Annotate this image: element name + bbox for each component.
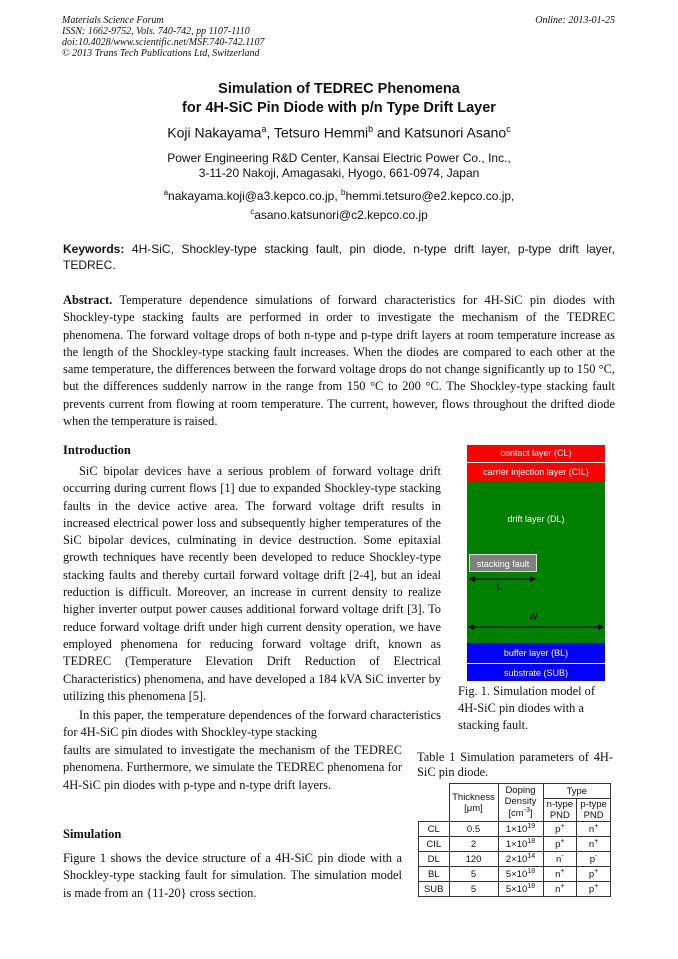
table-body [419,822,611,897]
cell-doping-exp: 19 [527,822,536,830]
journal-header [62,15,265,59]
email-2: hemmi.tetsuro@e2.kepco.co.jp, [345,189,515,203]
cell-ptype-sup: + [594,867,599,875]
affiliation-line2: 3-11-20 Nakoji, Amagasaki, Hyogo, 661-0974, Japan [198,166,480,180]
cell-doping-exp: 18 [527,882,536,890]
drift-layer [467,481,605,643]
author-3: and Katsunori Asano [373,124,507,141]
header-thickness [449,784,498,822]
simulation-text: Figure 1 shows the device structure of a 4H-SiC pin diode with a Shockley-type stacking fault for simulation. The simulation model is made from an {11-20} cross section. [63,851,402,900]
doi: doi:10.4028/www.scientific.net/MSF.740-742.1107 [62,37,265,48]
table-row [419,867,611,882]
intro-heading: Introduction [63,443,131,457]
cell-thickness: 5 [449,867,498,882]
cell-ntype-sup: - [561,852,564,860]
cell-doping [498,882,543,897]
stacking-fault: stacking fault [469,554,537,572]
email-b-sup: b [341,188,346,197]
emails [0,185,678,223]
header-ptype: p-type PND [577,799,611,822]
drift-layer-label: drift layer (DL) [507,514,565,524]
cell-doping [498,867,543,882]
cell-layer: SUB [419,882,450,897]
figure-caption: Fig. 1. Simulation model of 4H-SiC pin diodes with a stacking fault. [458,684,595,732]
abstract [63,292,615,430]
copyright: © 2013 Trans Tech Publications Ltd, Switzerland [62,48,260,59]
email-1: nakayama.koji@a3.kepco.co.jp, [168,189,341,203]
L-label: L [497,582,503,592]
cell-ntype-value: n [556,854,562,866]
buffer-layer: buffer layer (BL) [467,643,605,663]
intro-paragraph-2b: faults are simulated to investigate the mechanism of the TEDREC phenomena. Furthermore, we simulate the TEDREC phenomena for 4H-SiC pin diodes with p-type and n-type drift layers. [63,743,402,792]
simulation-heading: Simulation [63,827,122,841]
cell-layer: BL [419,867,450,882]
header-ntype: n-type PND [543,799,577,822]
cell-ntype-value: n [555,869,561,881]
intro-paragraph-2a: In this paper, the temperature dependences of the forward characteristics for 4H-SiC pin diodes with Shockley-type stacking [63,708,441,740]
cell-ptype [577,867,611,882]
cell-ptype [577,882,611,897]
author-3-sup: c [506,124,511,134]
cell-doping-base: 1×10 [505,824,528,836]
cell-ntype-sup: + [560,822,565,830]
cell-ptype [577,822,611,837]
journal-name: Materials Science Forum [62,15,164,26]
header-thickness-label: Thickness [452,791,495,803]
table-row [419,852,611,867]
cell-doping-exp: 14 [527,852,536,860]
cell-doping-exp: 18 [527,837,536,845]
author-2-sup: b [368,124,374,134]
cell-ntype-sup: + [560,867,565,875]
abstract-text: Temperature dependence simulations of forward characteristics for 4H-SiC pin diodes with Shockley-type stacking faults are performed in order to investigate the mechanism of the TEDREC phenomena. The forward voltage drops of both n-type and p-type drift layers at room temperature increase as the length of the Shockley-type stacking fault increases. When the diodes are compared to each other at the same temperature, the differences between the forward voltage drops do not change significantly up to 150 °C, but the differences suddenly narrow in the range from 150 °C to 200 °C. The Shockley-type stacking fault prevents current from flowing at room temperature. The current, however, flows throughout the drifted diode when the temperature is raised. [63,293,615,429]
cell-ptype-value: n [588,824,595,836]
cell-ptype-sup: + [594,837,599,845]
carrier-injection-layer: carrier injection layer (CIL) [467,462,605,481]
header-type: Type [543,784,611,799]
cell-doping [498,852,543,867]
online-date: Online: 2013-01-25 [535,15,615,26]
issn: ISSN: 1662-9752, Vols. 740-742, pp 1107-1110 [62,26,250,37]
cell-thickness: 2 [449,837,498,852]
keywords-text: 4H-SiC, Shockley-type stacking fault, pin diode, n-type drift layer, p-type drift layer, TEDREC. [63,242,615,272]
cell-ptype-sup: + [594,882,599,890]
cell-thickness: 120 [449,852,498,867]
cell-doping-base: 1×10 [505,839,528,851]
email-3: asano.katsunori@c2.kepco.co.jp [254,208,428,222]
table-caption: Table 1 Simulation parameters of 4H-SiC pin diode. [417,750,613,779]
header-doping: Doping Density $[cm^{-3}]$ [498,784,543,822]
cell-ptype [577,852,611,867]
table-row [419,837,611,852]
paper-title-line2: for 4H-SiC Pin Diode with p/n Type Drift Layer [182,100,496,116]
substrate-layer: substrate (SUB) [467,663,605,681]
table-row [419,822,611,837]
parameters-table [418,783,611,897]
paper-title-line1: Simulation of TEDREC Phenomena [218,81,460,97]
cell-ptype-value: p [588,884,595,896]
cell-layer: CIL [419,837,450,852]
cell-thickness: 5 [449,882,498,897]
header-thickness-unit: [μm] [464,802,483,814]
affiliation-line1: Power Engineering R&D Center, Kansai Electric Power Co., Inc., [167,151,511,165]
cell-doping-exp: 18 [527,867,536,875]
email-a-sup: a [163,188,169,197]
cell-ptype-value: n [588,839,595,851]
cell-ptype-sup: - [595,852,598,860]
cell-ntype [543,852,577,867]
cell-ptype-value: p [588,869,595,881]
author-1: Koji Nakayama [167,124,262,141]
authors [0,124,678,141]
cell-ntype [543,867,577,882]
cell-ntype-sup: + [560,882,565,890]
author-2: , Tetsuro Hemmi [266,124,369,141]
cell-layer: DL [419,852,450,867]
cell-ntype-value: p [555,824,561,836]
affiliation [0,151,678,181]
header-doping-unit: [cm [508,808,524,820]
W-label: W [529,612,538,622]
cell-ntype-value: n [555,884,561,896]
table-corner [419,784,450,822]
header-doping-label: Doping Density [504,785,537,808]
cell-ntype [543,882,577,897]
cell-doping-base: 5×10 [505,884,528,896]
keywords [63,241,615,273]
email-c-sup: c [250,207,255,216]
cell-doping [498,822,543,837]
abstract-label: Abstract. [63,293,113,307]
contact-layer: contact layer (CL) [467,445,605,462]
cell-ntype-value: p [555,839,561,851]
cell-ntype [543,822,577,837]
cell-ntype [543,837,577,852]
author-1-sup: a [261,124,267,134]
cell-ptype [577,837,611,852]
keywords-label: Keywords: [63,242,125,256]
header-doping-exp: -3 [523,807,530,815]
cell-ptype-sup: + [594,822,599,830]
cell-layer: CL [419,822,450,837]
device-structure-figure [467,445,605,681]
cell-ntype-sup: + [560,837,565,845]
cell-doping-base: 2×10 [505,854,528,866]
cell-ptype-value: p [589,854,596,866]
cell-thickness: 0.5 [449,822,498,837]
table-row [419,882,611,897]
cell-doping [498,837,543,852]
intro-paragraph-1: SiC bipolar devices have a serious problem of forward voltage drift occurring during current flows [1] due to expanded Shockley-type stacking faults in the device active area. The forward voltage drift results in increased electrical power loss and subsequently higher temperatures of the SiC bipolar devices, culminating in device destruction. Some epitaxial growth techniques have recently been developed to reduce Shockley-type stacking faults and thereby curtail forward voltage drift [2-4], but an ideal reduction is difficult. Moreover, an increase in current density to realize higher inverter output power causes additional forward voltage drift [3]. To reduce forward voltage drift under high current density operation, we have employed phenomena for reducing forward voltage drift, known as TEDREC (Temperature Elevation Drift Reduction of Electrical Characteristics) phenomena, and have developed a 184 kVA SiC inverter by utilizing this phenomena [5]. [63,464,441,703]
cell-doping-base: 5×10 [505,869,528,881]
